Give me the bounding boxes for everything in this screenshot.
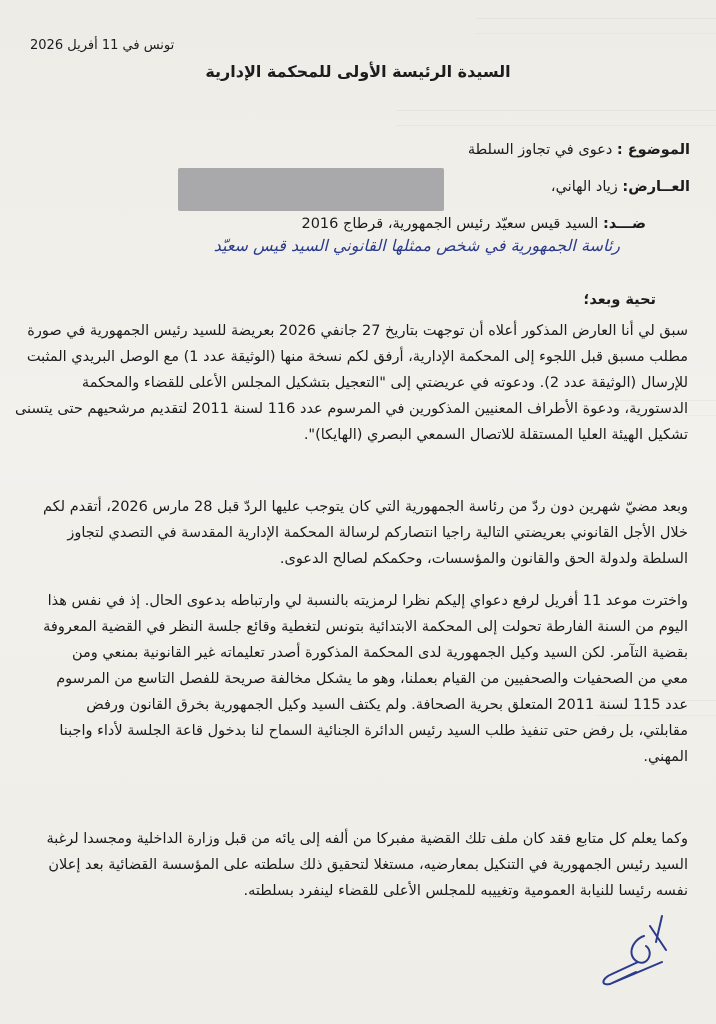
paragraph-line: اليوم من السنة الفارطة تحولت إلى المحكمة الابتدائية بتونس لتغطية وقائع جلسة النظر في القضية المعروفة xyxy=(43,619,688,635)
subject-text: دعوى في تجاوز السلطة xyxy=(467,142,613,158)
paragraph-line: مطلب مسبق قبل اللجوء إلى المحكمة الإدارية، أرفق لكم نسخة منها (الوثيقة عدد 1) مع الوصل البريدي المثبت xyxy=(26,349,688,365)
redaction-box xyxy=(178,168,444,211)
defendant-line xyxy=(301,214,646,234)
paragraph-line: معي من الصحفيات والصحفيين من القيام بعملنا، وهو ما يشكل مخالفة صريحة للفصل التاسع من المرسوم xyxy=(56,671,688,687)
paragraph-line: واخترت موعد 11 أفريل لرفع دعواي إليكم نظرا لرمزيته بالنسبة لي وارتباطه بدعوى الحال. إذ في نفس هذا xyxy=(47,593,688,609)
defendant-label: ضـــد: xyxy=(602,216,646,232)
paragraph-line: وبعد مضيّ شهرين دون ردّ من رئاسة الجمهورية التي كان يتوجب عليها الردّ قبل 28 مارس 2026، أتقدم لكم xyxy=(43,499,688,515)
claimant-label: العــارض: xyxy=(622,179,690,195)
paragraph-line: سبق لي أنا العارض المذكور أعلاه أن توجهت بتاريخ 27 جانفي 2026 بعريضة للسيد رئيس الجمهورية في صورة xyxy=(27,323,688,339)
paragraph-line: مقابلتي، بل رفض حتى تنفيذ طلب السيد رئيس الدائرة الجنائية السماح لنا بدخول قاعة الجلسة لأداء واجبنا xyxy=(59,723,688,739)
paragraph-4 xyxy=(16,826,688,904)
paragraph-line: بقضية التآمر. لكن السيد وكيل الجمهورية لدى المحكمة المذكورة أصدر تعليماته غير القانونية بمنعي ومن xyxy=(72,645,688,661)
handwritten-note: رئاسة الجمهورية في شخص ممثلها القانوني السيد قيس سعيّد xyxy=(213,236,620,255)
paragraph-2 xyxy=(16,494,688,572)
defendant-text: السيد قيس سعيّد رئيس الجمهورية، قرطاج 2016 xyxy=(301,216,599,232)
paragraph-line: وكما يعلم كل متابع فقد كان ملف تلك القضية مفبركا من ألفه إلى يائه من قبل وزارة الداخلية ومجسدا لرغبة xyxy=(46,831,688,847)
claimant-name: زياد الهاني، xyxy=(550,179,618,195)
claimant-line xyxy=(551,177,690,197)
paragraph-line: المهني. xyxy=(643,749,688,765)
greeting: تحية وبعد؛ xyxy=(583,292,656,308)
signature xyxy=(592,912,674,994)
letter-date: تونس في 11 أفريل 2026 xyxy=(30,38,175,53)
subject-label: الموضوع : xyxy=(616,142,690,158)
paragraph-line: تشكيل الهيئة العليا المستقلة للاتصال السمعي البصري (الهايكا)". xyxy=(303,427,688,443)
subject-line xyxy=(468,140,690,160)
paragraph-line: الدستورية، ودعوة الأطراف المعنيين المذكورين في المرسوم عدد 116 لسنة 2011 لتقديم مرشحيهم حتى يتسنى xyxy=(14,401,688,417)
paragraph-1 xyxy=(16,318,688,448)
paragraph-line: السيد رئيس الجمهورية في التنكيل بمعارضيه، مستغلا لتحقيق ذلك سلطته على المؤسسة القضائية بعد إعلان xyxy=(48,857,688,873)
paragraph-line: السلطة ولدولة الحق والقانون والمؤسسات، وحكمكم لصالح الدعوى. xyxy=(279,551,688,567)
recipient-heading: السيدة الرئيسة الأولى للمحكمة الإدارية xyxy=(205,62,511,81)
paragraph-line: عدد 115 لسنة 2011 المتعلق بحرية الصحافة. ولم يكتف السيد وكيل الجمهورية بخرق القانون ورفض xyxy=(86,697,688,713)
paragraph-line: خلال الأجل القانوني بعريضتي التالية راجيا انتصاركم لرسالة المحكمة الإدارية المقدسة في التصدي لتجاوز xyxy=(67,525,688,541)
paragraph-3 xyxy=(16,588,688,770)
paragraph-line: نفسه رئيسا للنيابة العمومية وتغييبه للمجلس الأعلى للقضاء لينفرد بسلطته. xyxy=(243,883,688,899)
paragraph-line: للإرسال (الوثيقة عدد 2). ودعوته في عريضتي إلى "التعجيل بتشكيل المجلس الأعلى للقضاء والمحكمة xyxy=(81,375,688,391)
